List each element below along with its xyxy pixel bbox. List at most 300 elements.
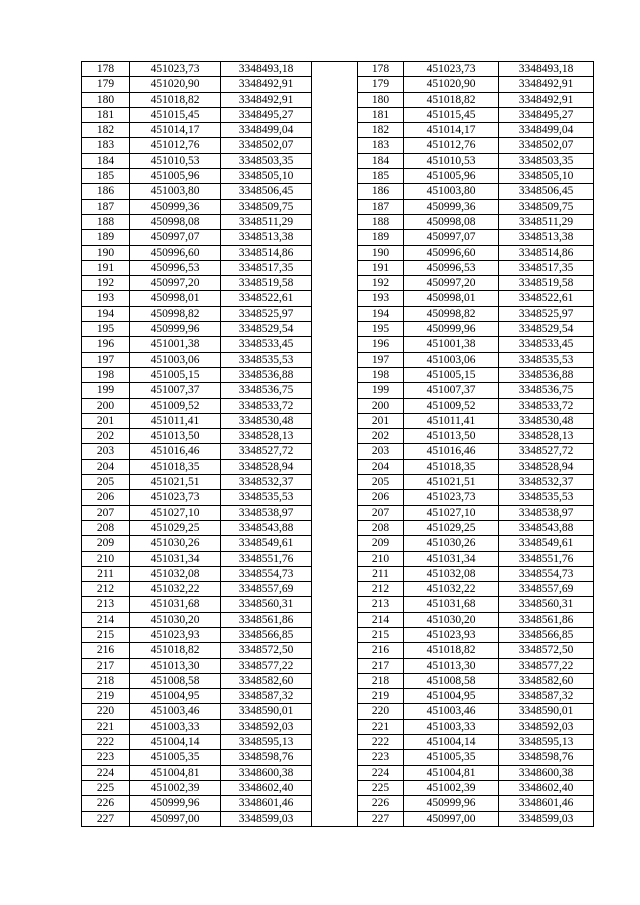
left-x-coordinate-cell: 450996,53 bbox=[130, 260, 221, 275]
left-y-coordinate-cell: 3348502,07 bbox=[221, 138, 312, 153]
blank-separator-cell bbox=[312, 77, 358, 92]
right-x-coordinate-cell: 451030,26 bbox=[404, 536, 499, 551]
left-y-coordinate-cell: 3348529,54 bbox=[221, 322, 312, 337]
right-y-coordinate-cell: 3348529,54 bbox=[499, 322, 594, 337]
blank-separator-cell bbox=[312, 291, 358, 306]
right-y-coordinate-cell: 3348528,13 bbox=[499, 429, 594, 444]
right-y-coordinate-cell: 3348582,60 bbox=[499, 673, 594, 688]
left-y-coordinate-cell: 3348505,10 bbox=[221, 169, 312, 184]
left-x-coordinate-cell: 450999,96 bbox=[130, 796, 221, 811]
blank-separator-cell bbox=[312, 704, 358, 719]
left-x-coordinate-cell: 451007,37 bbox=[130, 383, 221, 398]
left-x-coordinate-cell: 451005,35 bbox=[130, 750, 221, 765]
right-y-coordinate-cell: 3348599,03 bbox=[499, 811, 594, 826]
blank-separator-cell bbox=[312, 536, 358, 551]
right-x-coordinate-cell: 451030,20 bbox=[404, 612, 499, 627]
left-point-number-cell: 208 bbox=[82, 520, 130, 535]
left-x-coordinate-cell: 451027,10 bbox=[130, 505, 221, 520]
left-x-coordinate-cell: 451013,50 bbox=[130, 429, 221, 444]
table-row bbox=[82, 780, 594, 795]
left-x-coordinate-cell: 451005,15 bbox=[130, 367, 221, 382]
left-x-coordinate-cell: 451018,82 bbox=[130, 643, 221, 658]
right-point-number-cell: 205 bbox=[358, 475, 404, 490]
right-x-coordinate-cell: 450996,53 bbox=[404, 260, 499, 275]
right-x-coordinate-cell: 451005,15 bbox=[404, 367, 499, 382]
left-x-coordinate-cell: 451016,46 bbox=[130, 444, 221, 459]
blank-separator-cell bbox=[312, 260, 358, 275]
left-point-number-cell: 220 bbox=[82, 704, 130, 719]
left-x-coordinate-cell: 450997,20 bbox=[130, 276, 221, 291]
left-y-coordinate-cell: 3348551,76 bbox=[221, 551, 312, 566]
blank-separator-cell bbox=[312, 214, 358, 229]
right-x-coordinate-cell: 451008,58 bbox=[404, 673, 499, 688]
table-row bbox=[82, 123, 594, 138]
right-point-number-cell: 225 bbox=[358, 780, 404, 795]
right-point-number-cell: 207 bbox=[358, 505, 404, 520]
right-y-coordinate-cell: 3348592,03 bbox=[499, 719, 594, 734]
right-point-number-cell: 211 bbox=[358, 566, 404, 581]
left-point-number-cell: 182 bbox=[82, 123, 130, 138]
blank-separator-cell bbox=[312, 444, 358, 459]
left-x-coordinate-cell: 451009,52 bbox=[130, 398, 221, 413]
right-point-number-cell: 185 bbox=[358, 169, 404, 184]
right-y-coordinate-cell: 3348492,91 bbox=[499, 92, 594, 107]
blank-separator-cell bbox=[312, 735, 358, 750]
left-point-number-cell: 179 bbox=[82, 77, 130, 92]
blank-separator-cell bbox=[312, 750, 358, 765]
right-x-coordinate-cell: 451020,90 bbox=[404, 77, 499, 92]
left-y-coordinate-cell: 3348519,58 bbox=[221, 276, 312, 291]
right-x-coordinate-cell: 451018,82 bbox=[404, 643, 499, 658]
right-y-coordinate-cell: 3348535,53 bbox=[499, 490, 594, 505]
right-x-coordinate-cell: 451018,35 bbox=[404, 459, 499, 474]
left-y-coordinate-cell: 3348590,01 bbox=[221, 704, 312, 719]
left-x-coordinate-cell: 450997,00 bbox=[130, 811, 221, 826]
left-y-coordinate-cell: 3348533,72 bbox=[221, 398, 312, 413]
right-x-coordinate-cell: 451032,22 bbox=[404, 582, 499, 597]
table-row bbox=[82, 597, 594, 612]
blank-separator-cell bbox=[312, 123, 358, 138]
right-y-coordinate-cell: 3348551,76 bbox=[499, 551, 594, 566]
left-point-number-cell: 222 bbox=[82, 735, 130, 750]
table-row bbox=[82, 92, 594, 107]
right-point-number-cell: 184 bbox=[358, 153, 404, 168]
right-y-coordinate-cell: 3348549,61 bbox=[499, 536, 594, 551]
left-point-number-cell: 198 bbox=[82, 367, 130, 382]
table-row bbox=[82, 429, 594, 444]
left-x-coordinate-cell: 451023,73 bbox=[130, 62, 221, 77]
left-point-number-cell: 217 bbox=[82, 658, 130, 673]
left-x-coordinate-cell: 451023,93 bbox=[130, 627, 221, 642]
right-point-number-cell: 182 bbox=[358, 123, 404, 138]
table-row bbox=[82, 811, 594, 826]
left-x-coordinate-cell: 451014,17 bbox=[130, 123, 221, 138]
left-y-coordinate-cell: 3348532,37 bbox=[221, 475, 312, 490]
left-y-coordinate-cell: 3348514,86 bbox=[221, 245, 312, 260]
left-point-number-cell: 190 bbox=[82, 245, 130, 260]
left-y-coordinate-cell: 3348560,31 bbox=[221, 597, 312, 612]
right-y-coordinate-cell: 3348600,38 bbox=[499, 765, 594, 780]
left-x-coordinate-cell: 451003,46 bbox=[130, 704, 221, 719]
right-point-number-cell: 199 bbox=[358, 383, 404, 398]
left-point-number-cell: 178 bbox=[82, 62, 130, 77]
left-y-coordinate-cell: 3348601,46 bbox=[221, 796, 312, 811]
right-y-coordinate-cell: 3348535,53 bbox=[499, 352, 594, 367]
right-point-number-cell: 220 bbox=[358, 704, 404, 719]
left-point-number-cell: 184 bbox=[82, 153, 130, 168]
table-row bbox=[82, 276, 594, 291]
left-x-coordinate-cell: 451004,81 bbox=[130, 765, 221, 780]
table-row bbox=[82, 184, 594, 199]
blank-separator-cell bbox=[312, 398, 358, 413]
left-y-coordinate-cell: 3348554,73 bbox=[221, 566, 312, 581]
left-x-coordinate-cell: 451008,58 bbox=[130, 673, 221, 688]
table-row bbox=[82, 398, 594, 413]
left-x-coordinate-cell: 451003,80 bbox=[130, 184, 221, 199]
blank-separator-cell bbox=[312, 673, 358, 688]
right-point-number-cell: 195 bbox=[358, 322, 404, 337]
left-point-number-cell: 211 bbox=[82, 566, 130, 581]
table-row bbox=[82, 750, 594, 765]
right-x-coordinate-cell: 450999,36 bbox=[404, 199, 499, 214]
right-point-number-cell: 202 bbox=[358, 429, 404, 444]
right-x-coordinate-cell: 450997,20 bbox=[404, 276, 499, 291]
right-y-coordinate-cell: 3348527,72 bbox=[499, 444, 594, 459]
left-point-number-cell: 221 bbox=[82, 719, 130, 734]
right-y-coordinate-cell: 3348513,38 bbox=[499, 230, 594, 245]
right-x-coordinate-cell: 451003,46 bbox=[404, 704, 499, 719]
blank-separator-cell bbox=[312, 367, 358, 382]
right-y-coordinate-cell: 3348533,72 bbox=[499, 398, 594, 413]
right-y-coordinate-cell: 3348492,91 bbox=[499, 77, 594, 92]
right-point-number-cell: 215 bbox=[358, 627, 404, 642]
left-x-coordinate-cell: 451005,96 bbox=[130, 169, 221, 184]
left-point-number-cell: 194 bbox=[82, 306, 130, 321]
right-y-coordinate-cell: 3348499,04 bbox=[499, 123, 594, 138]
left-y-coordinate-cell: 3348509,75 bbox=[221, 199, 312, 214]
right-y-coordinate-cell: 3348601,46 bbox=[499, 796, 594, 811]
left-point-number-cell: 204 bbox=[82, 459, 130, 474]
left-y-coordinate-cell: 3348492,91 bbox=[221, 77, 312, 92]
right-y-coordinate-cell: 3348561,86 bbox=[499, 612, 594, 627]
left-y-coordinate-cell: 3348599,03 bbox=[221, 811, 312, 826]
right-x-coordinate-cell: 450999,96 bbox=[404, 796, 499, 811]
blank-separator-cell bbox=[312, 765, 358, 780]
left-point-number-cell: 195 bbox=[82, 322, 130, 337]
right-x-coordinate-cell: 451018,82 bbox=[404, 92, 499, 107]
right-x-coordinate-cell: 451015,45 bbox=[404, 107, 499, 122]
table-row bbox=[82, 138, 594, 153]
left-x-coordinate-cell: 451030,20 bbox=[130, 612, 221, 627]
right-point-number-cell: 188 bbox=[358, 214, 404, 229]
right-y-coordinate-cell: 3348503,35 bbox=[499, 153, 594, 168]
right-y-coordinate-cell: 3348525,97 bbox=[499, 306, 594, 321]
table-row bbox=[82, 536, 594, 551]
table-row bbox=[82, 520, 594, 535]
right-point-number-cell: 197 bbox=[358, 352, 404, 367]
blank-separator-cell bbox=[312, 612, 358, 627]
left-x-coordinate-cell: 451010,53 bbox=[130, 153, 221, 168]
left-x-coordinate-cell: 451023,73 bbox=[130, 490, 221, 505]
left-point-number-cell: 192 bbox=[82, 276, 130, 291]
right-point-number-cell: 208 bbox=[358, 520, 404, 535]
left-point-number-cell: 224 bbox=[82, 765, 130, 780]
right-y-coordinate-cell: 3348495,27 bbox=[499, 107, 594, 122]
left-y-coordinate-cell: 3348495,27 bbox=[221, 107, 312, 122]
right-x-coordinate-cell: 451011,41 bbox=[404, 413, 499, 428]
left-point-number-cell: 205 bbox=[82, 475, 130, 490]
right-x-coordinate-cell: 451031,34 bbox=[404, 551, 499, 566]
left-point-number-cell: 197 bbox=[82, 352, 130, 367]
left-y-coordinate-cell: 3348493,18 bbox=[221, 62, 312, 77]
left-point-number-cell: 212 bbox=[82, 582, 130, 597]
blank-separator-cell bbox=[312, 429, 358, 444]
left-x-coordinate-cell: 450999,36 bbox=[130, 199, 221, 214]
left-point-number-cell: 191 bbox=[82, 260, 130, 275]
left-x-coordinate-cell: 451013,30 bbox=[130, 658, 221, 673]
left-point-number-cell: 216 bbox=[82, 643, 130, 658]
right-y-coordinate-cell: 3348493,18 bbox=[499, 62, 594, 77]
blank-separator-cell bbox=[312, 322, 358, 337]
right-point-number-cell: 193 bbox=[358, 291, 404, 306]
right-point-number-cell: 213 bbox=[358, 597, 404, 612]
left-y-coordinate-cell: 3348535,53 bbox=[221, 352, 312, 367]
table-row bbox=[82, 199, 594, 214]
right-x-coordinate-cell: 451005,96 bbox=[404, 169, 499, 184]
left-x-coordinate-cell: 450998,01 bbox=[130, 291, 221, 306]
right-y-coordinate-cell: 3348557,69 bbox=[499, 582, 594, 597]
table-row bbox=[82, 444, 594, 459]
right-x-coordinate-cell: 450998,08 bbox=[404, 214, 499, 229]
table-row bbox=[82, 260, 594, 275]
left-y-coordinate-cell: 3348513,38 bbox=[221, 230, 312, 245]
right-x-coordinate-cell: 450998,01 bbox=[404, 291, 499, 306]
right-y-coordinate-cell: 3348536,88 bbox=[499, 367, 594, 382]
right-x-coordinate-cell: 451013,50 bbox=[404, 429, 499, 444]
right-y-coordinate-cell: 3348543,88 bbox=[499, 520, 594, 535]
right-y-coordinate-cell: 3348509,75 bbox=[499, 199, 594, 214]
blank-separator-cell bbox=[312, 719, 358, 734]
right-point-number-cell: 223 bbox=[358, 750, 404, 765]
right-x-coordinate-cell: 450997,07 bbox=[404, 230, 499, 245]
right-point-number-cell: 191 bbox=[358, 260, 404, 275]
right-y-coordinate-cell: 3348602,40 bbox=[499, 780, 594, 795]
table-row bbox=[82, 490, 594, 505]
table-row bbox=[82, 735, 594, 750]
left-y-coordinate-cell: 3348582,60 bbox=[221, 673, 312, 688]
left-y-coordinate-cell: 3348517,35 bbox=[221, 260, 312, 275]
table-row bbox=[82, 107, 594, 122]
right-point-number-cell: 210 bbox=[358, 551, 404, 566]
left-x-coordinate-cell: 451032,08 bbox=[130, 566, 221, 581]
right-x-coordinate-cell: 451023,93 bbox=[404, 627, 499, 642]
table-row bbox=[82, 719, 594, 734]
right-y-coordinate-cell: 3348533,45 bbox=[499, 337, 594, 352]
blank-separator-cell bbox=[312, 107, 358, 122]
blank-separator-cell bbox=[312, 459, 358, 474]
right-y-coordinate-cell: 3348598,76 bbox=[499, 750, 594, 765]
right-x-coordinate-cell: 451004,95 bbox=[404, 689, 499, 704]
table-row bbox=[82, 643, 594, 658]
blank-separator-cell bbox=[312, 658, 358, 673]
table-row bbox=[82, 459, 594, 474]
blank-separator-cell bbox=[312, 811, 358, 826]
left-y-coordinate-cell: 3348536,75 bbox=[221, 383, 312, 398]
right-x-coordinate-cell: 451021,51 bbox=[404, 475, 499, 490]
table-row bbox=[82, 627, 594, 642]
left-y-coordinate-cell: 3348557,69 bbox=[221, 582, 312, 597]
right-point-number-cell: 222 bbox=[358, 735, 404, 750]
blank-separator-cell bbox=[312, 643, 358, 658]
right-y-coordinate-cell: 3348528,94 bbox=[499, 459, 594, 474]
blank-separator-cell bbox=[312, 337, 358, 352]
table-row bbox=[82, 566, 594, 581]
left-point-number-cell: 207 bbox=[82, 505, 130, 520]
left-y-coordinate-cell: 3348536,88 bbox=[221, 367, 312, 382]
right-x-coordinate-cell: 451013,30 bbox=[404, 658, 499, 673]
left-y-coordinate-cell: 3348572,50 bbox=[221, 643, 312, 658]
right-x-coordinate-cell: 451027,10 bbox=[404, 505, 499, 520]
left-y-coordinate-cell: 3348595,13 bbox=[221, 735, 312, 750]
right-point-number-cell: 218 bbox=[358, 673, 404, 688]
right-y-coordinate-cell: 3348566,85 bbox=[499, 627, 594, 642]
right-point-number-cell: 187 bbox=[358, 199, 404, 214]
left-x-coordinate-cell: 451018,82 bbox=[130, 92, 221, 107]
blank-separator-cell bbox=[312, 276, 358, 291]
table-row bbox=[82, 505, 594, 520]
table-row bbox=[82, 765, 594, 780]
right-x-coordinate-cell: 450998,82 bbox=[404, 306, 499, 321]
table-row bbox=[82, 673, 594, 688]
right-y-coordinate-cell: 3348502,07 bbox=[499, 138, 594, 153]
right-x-coordinate-cell: 451032,08 bbox=[404, 566, 499, 581]
left-point-number-cell: 181 bbox=[82, 107, 130, 122]
blank-separator-cell bbox=[312, 689, 358, 704]
blank-separator-cell bbox=[312, 627, 358, 642]
left-x-coordinate-cell: 451031,68 bbox=[130, 597, 221, 612]
blank-separator-cell bbox=[312, 199, 358, 214]
right-point-number-cell: 198 bbox=[358, 367, 404, 382]
right-x-coordinate-cell: 451003,80 bbox=[404, 184, 499, 199]
left-x-coordinate-cell: 451001,38 bbox=[130, 337, 221, 352]
table-row bbox=[82, 582, 594, 597]
right-y-coordinate-cell: 3348532,37 bbox=[499, 475, 594, 490]
blank-separator-cell bbox=[312, 230, 358, 245]
blank-separator-cell bbox=[312, 169, 358, 184]
left-y-coordinate-cell: 3348530,48 bbox=[221, 413, 312, 428]
blank-separator-cell bbox=[312, 796, 358, 811]
right-point-number-cell: 203 bbox=[358, 444, 404, 459]
right-y-coordinate-cell: 3348577,22 bbox=[499, 658, 594, 673]
left-point-number-cell: 189 bbox=[82, 230, 130, 245]
table-row bbox=[82, 62, 594, 77]
left-point-number-cell: 214 bbox=[82, 612, 130, 627]
right-point-number-cell: 183 bbox=[358, 138, 404, 153]
blank-separator-cell bbox=[312, 138, 358, 153]
right-y-coordinate-cell: 3348506,45 bbox=[499, 184, 594, 199]
left-x-coordinate-cell: 451030,26 bbox=[130, 536, 221, 551]
right-point-number-cell: 214 bbox=[358, 612, 404, 627]
table-row bbox=[82, 367, 594, 382]
right-y-coordinate-cell: 3348590,01 bbox=[499, 704, 594, 719]
left-x-coordinate-cell: 451004,95 bbox=[130, 689, 221, 704]
left-y-coordinate-cell: 3348538,97 bbox=[221, 505, 312, 520]
right-point-number-cell: 209 bbox=[358, 536, 404, 551]
left-y-coordinate-cell: 3348528,94 bbox=[221, 459, 312, 474]
left-x-coordinate-cell: 450999,96 bbox=[130, 322, 221, 337]
blank-separator-cell bbox=[312, 780, 358, 795]
right-point-number-cell: 221 bbox=[358, 719, 404, 734]
left-point-number-cell: 180 bbox=[82, 92, 130, 107]
left-y-coordinate-cell: 3348592,03 bbox=[221, 719, 312, 734]
right-point-number-cell: 194 bbox=[358, 306, 404, 321]
table-row bbox=[82, 169, 594, 184]
coordinates-table bbox=[81, 61, 594, 827]
left-point-number-cell: 225 bbox=[82, 780, 130, 795]
right-x-coordinate-cell: 451003,06 bbox=[404, 352, 499, 367]
blank-separator-cell bbox=[312, 62, 358, 77]
left-x-coordinate-cell: 451003,33 bbox=[130, 719, 221, 734]
right-y-coordinate-cell: 3348572,50 bbox=[499, 643, 594, 658]
left-x-coordinate-cell: 451031,34 bbox=[130, 551, 221, 566]
right-x-coordinate-cell: 451005,35 bbox=[404, 750, 499, 765]
right-point-number-cell: 217 bbox=[358, 658, 404, 673]
left-x-coordinate-cell: 450998,08 bbox=[130, 214, 221, 229]
right-x-coordinate-cell: 451023,73 bbox=[404, 62, 499, 77]
table-row bbox=[82, 337, 594, 352]
left-x-coordinate-cell: 451004,14 bbox=[130, 735, 221, 750]
left-y-coordinate-cell: 3348561,86 bbox=[221, 612, 312, 627]
right-y-coordinate-cell: 3348536,75 bbox=[499, 383, 594, 398]
right-x-coordinate-cell: 451031,68 bbox=[404, 597, 499, 612]
right-point-number-cell: 181 bbox=[358, 107, 404, 122]
left-point-number-cell: 187 bbox=[82, 199, 130, 214]
right-y-coordinate-cell: 3348554,73 bbox=[499, 566, 594, 581]
right-x-coordinate-cell: 451002,39 bbox=[404, 780, 499, 795]
left-x-coordinate-cell: 451018,35 bbox=[130, 459, 221, 474]
left-y-coordinate-cell: 3348587,32 bbox=[221, 689, 312, 704]
left-y-coordinate-cell: 3348533,45 bbox=[221, 337, 312, 352]
table-row bbox=[82, 245, 594, 260]
blank-separator-cell bbox=[312, 352, 358, 367]
left-x-coordinate-cell: 451020,90 bbox=[130, 77, 221, 92]
left-x-coordinate-cell: 450998,82 bbox=[130, 306, 221, 321]
left-x-coordinate-cell: 451029,25 bbox=[130, 520, 221, 535]
right-x-coordinate-cell: 451007,37 bbox=[404, 383, 499, 398]
left-y-coordinate-cell: 3348492,91 bbox=[221, 92, 312, 107]
right-y-coordinate-cell: 3348538,97 bbox=[499, 505, 594, 520]
right-point-number-cell: 206 bbox=[358, 490, 404, 505]
left-point-number-cell: 193 bbox=[82, 291, 130, 306]
right-y-coordinate-cell: 3348519,58 bbox=[499, 276, 594, 291]
right-x-coordinate-cell: 451001,38 bbox=[404, 337, 499, 352]
right-point-number-cell: 196 bbox=[358, 337, 404, 352]
blank-separator-cell bbox=[312, 597, 358, 612]
right-x-coordinate-cell: 450997,00 bbox=[404, 811, 499, 826]
left-point-number-cell: 206 bbox=[82, 490, 130, 505]
right-y-coordinate-cell: 3348517,35 bbox=[499, 260, 594, 275]
right-point-number-cell: 204 bbox=[358, 459, 404, 474]
left-x-coordinate-cell: 451012,76 bbox=[130, 138, 221, 153]
left-y-coordinate-cell: 3348566,85 bbox=[221, 627, 312, 642]
blank-separator-cell bbox=[312, 413, 358, 428]
right-point-number-cell: 180 bbox=[358, 92, 404, 107]
left-y-coordinate-cell: 3348528,13 bbox=[221, 429, 312, 444]
blank-separator-cell bbox=[312, 306, 358, 321]
right-x-coordinate-cell: 451029,25 bbox=[404, 520, 499, 535]
left-x-coordinate-cell: 451021,51 bbox=[130, 475, 221, 490]
right-x-coordinate-cell: 451014,17 bbox=[404, 123, 499, 138]
